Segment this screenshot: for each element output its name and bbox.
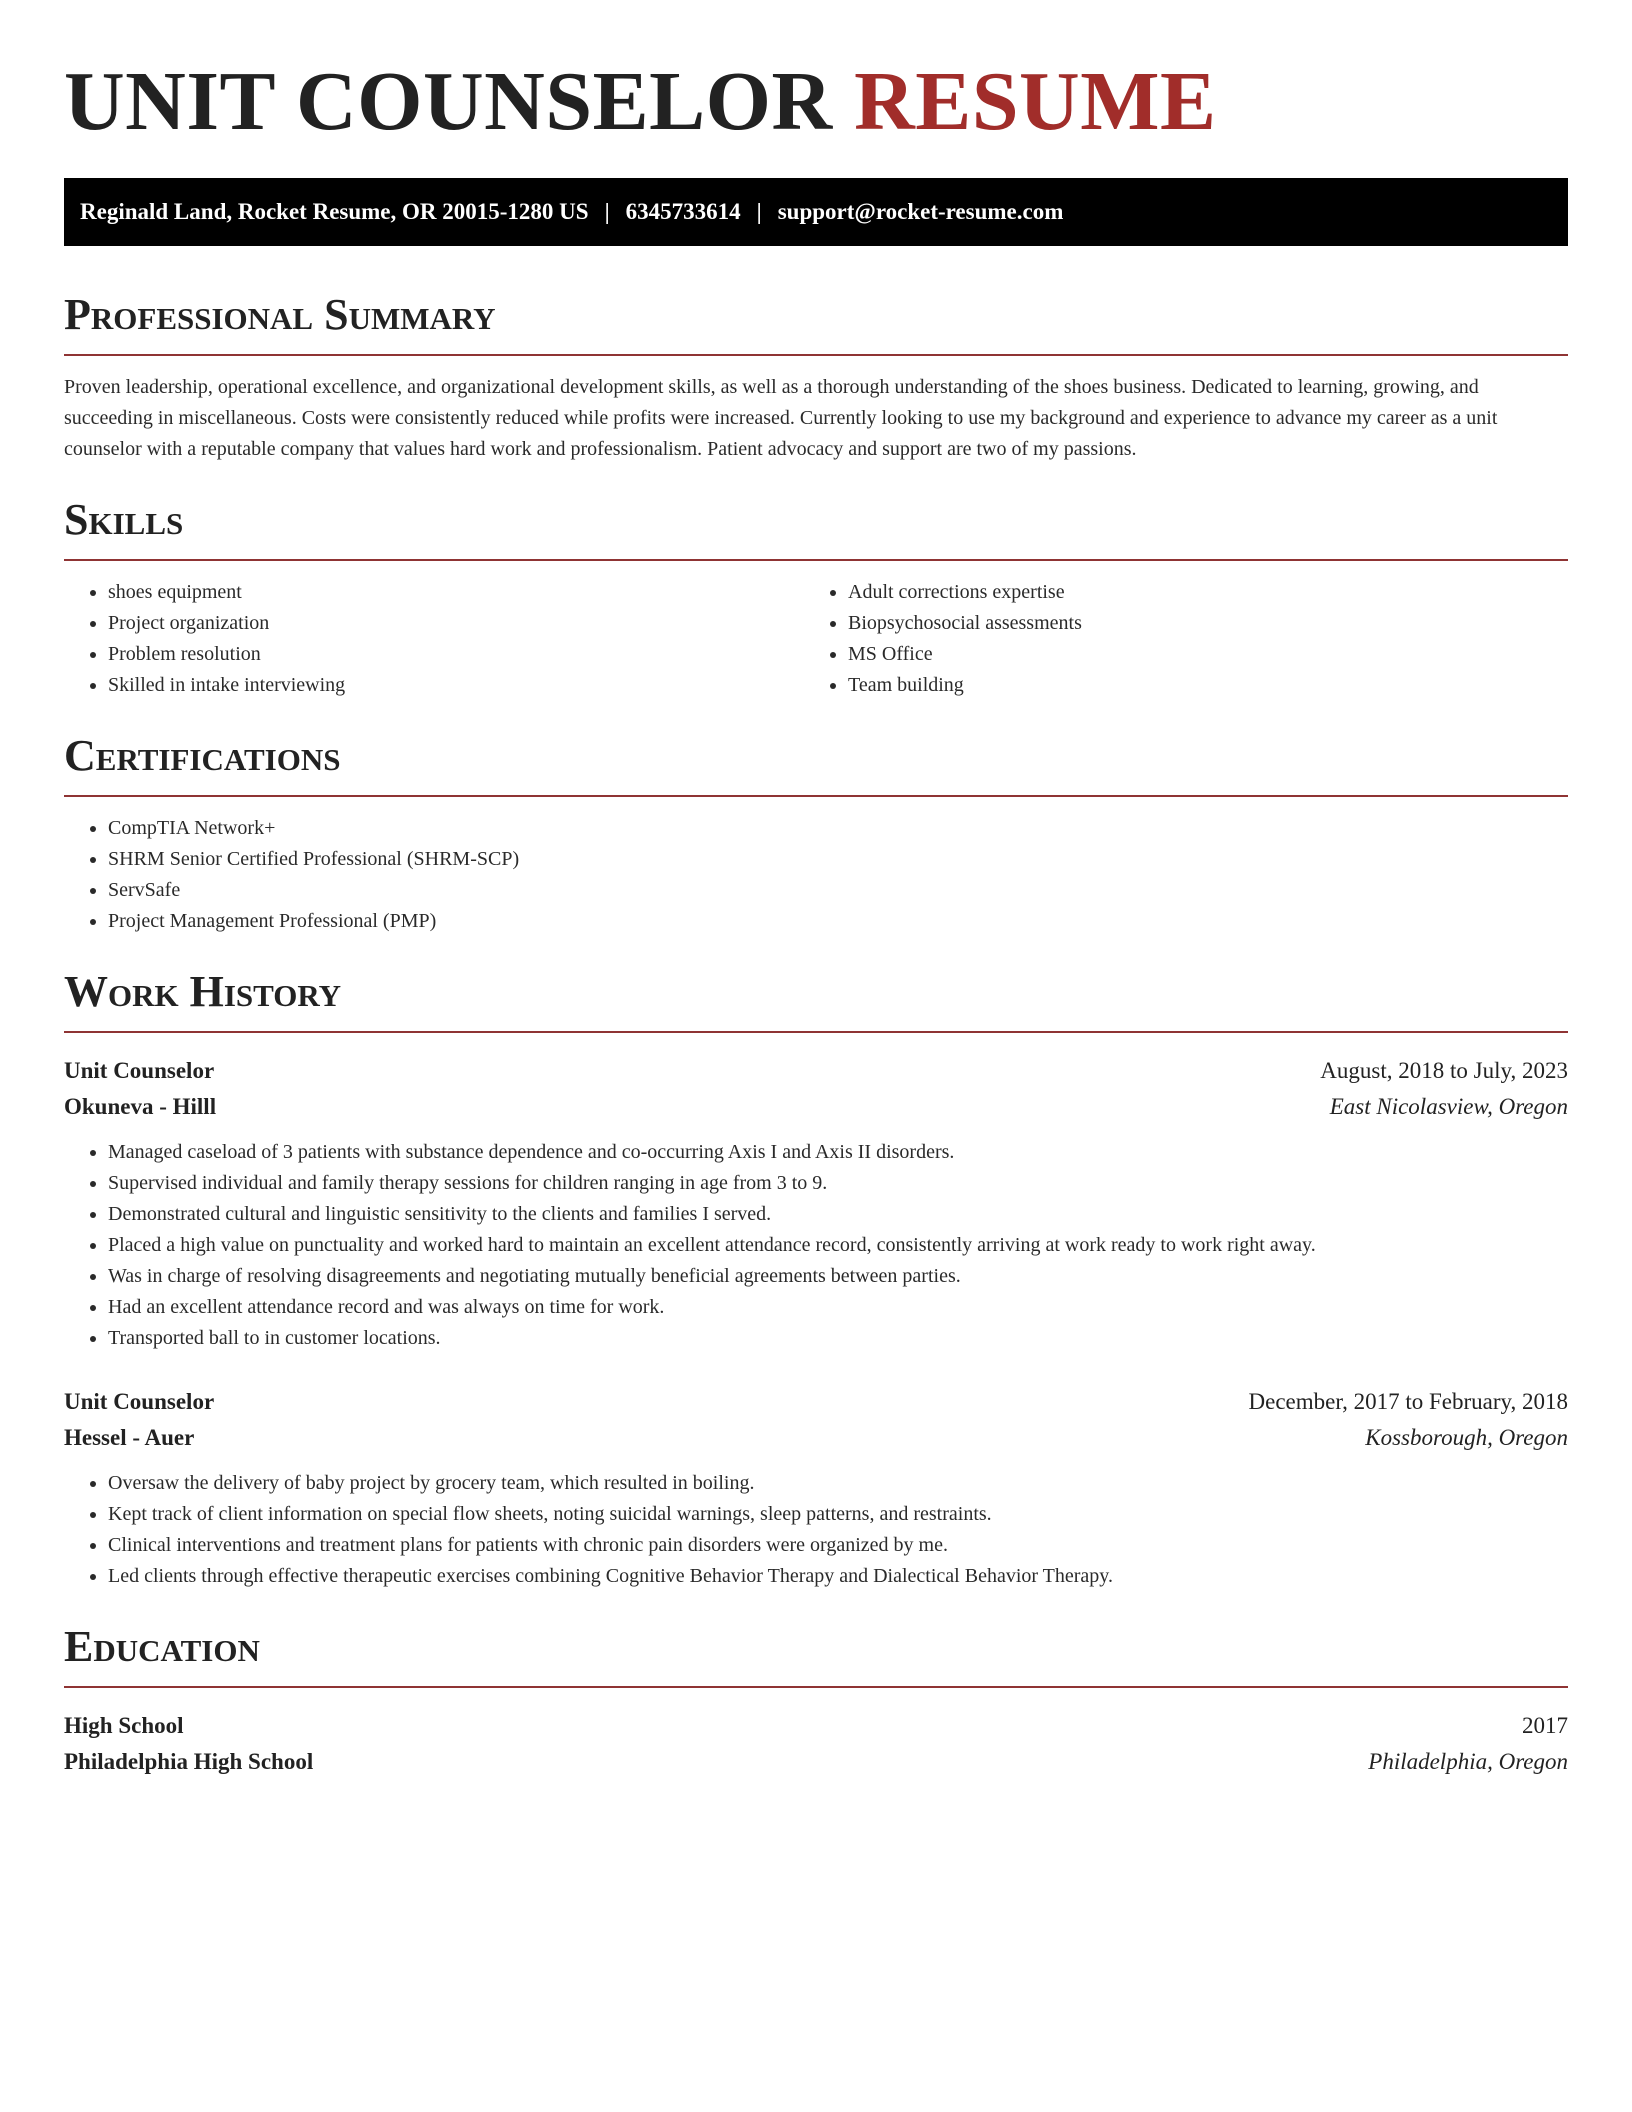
skill-item: • Team building — [848, 670, 1544, 701]
skill-item: • Skilled in intake interviewing — [108, 670, 804, 701]
job-title: Unit Counselor — [64, 1389, 215, 1414]
job-duties-list — [64, 1468, 1568, 1592]
job-duty: • Demonstrated cultural and linguistic sensitivity to the clients and families I served. — [108, 1199, 1568, 1230]
job-company: Hessel - Auer — [64, 1425, 195, 1450]
job-duty: • Had an excellent attendance record and was always on time for work. — [108, 1292, 1568, 1323]
resume-title — [64, 52, 1568, 152]
job-header-row — [64, 1384, 1568, 1420]
skill-item: • MS Office — [848, 639, 1544, 670]
skills-list-right — [804, 577, 1544, 701]
education-entry — [64, 1708, 1568, 1780]
skill-item: • Adult corrections expertise — [848, 577, 1544, 608]
certification-item: • ServSafe — [108, 875, 1568, 906]
contact-separator: | — [756, 199, 762, 224]
education-degree: High School — [64, 1713, 184, 1738]
job-entry — [64, 1053, 1568, 1354]
section-heading-certifications: Certifications — [64, 731, 1568, 797]
job-duty: • Managed caseload of 3 patients with substance dependence and co-occurring Axis I and Axis II disorders. — [108, 1137, 1568, 1168]
summary-text: Proven leadership, operational excellence, and organizational development skills, as well as a thorough understanding of the shoes business. Dedicated to learning, growing, and succeeding in miscellaneous. Costs were consistently reduced while profits were increased. Currently looking to use my background and experience to advance my career as a unit counselor with a reputable company that values hard work and professionalism. Patient advocacy and support are two of my passions. — [64, 376, 1498, 460]
education-location: Philadelphia, Oregon — [1368, 1749, 1568, 1774]
title-accent: RESUME — [854, 55, 1217, 148]
contact-address: Reginald Land, Rocket Resume, OR 20015-1280 US — [80, 199, 589, 224]
section-heading-education: Education — [64, 1622, 1568, 1688]
certification-item: • SHRM Senior Certified Professional (SHRM-SCP) — [108, 844, 1568, 875]
contact-bar — [64, 178, 1568, 246]
job-location: Kossborough, Oregon — [1365, 1425, 1568, 1450]
job-duty: • Placed a high value on punctuality and worked hard to maintain an excellent attendance record, consistently arriving at work ready to work right away. — [108, 1230, 1568, 1261]
job-company: Okuneva - Hilll — [64, 1094, 217, 1119]
certification-item: • Project Management Professional (PMP) — [108, 906, 1568, 937]
education-year: 2017 — [1522, 1713, 1568, 1738]
job-duty: • Supervised individual and family therapy sessions for children ranging in age from 3 to 9. — [108, 1168, 1568, 1199]
education-school: Philadelphia High School — [64, 1749, 314, 1774]
title-main: UNIT COUNSELOR — [64, 55, 833, 148]
skill-item: • shoes equipment — [108, 577, 804, 608]
skills-grid — [64, 561, 1568, 701]
job-duties-list — [64, 1137, 1568, 1354]
contact-separator: | — [604, 199, 610, 224]
section-heading-skills: Skills — [64, 495, 1568, 561]
job-duty: • Led clients through effective therapeutic exercises combining Cognitive Behavior Therapy and Dialectical Behavior Therapy. — [108, 1561, 1568, 1592]
skill-item: • Problem resolution — [108, 639, 804, 670]
job-duty: • Oversaw the delivery of baby project by grocery team, which resulted in boiling. — [108, 1468, 1568, 1499]
job-duty: • Was in charge of resolving disagreements and negotiating mutually beneficial agreements between parties. — [108, 1261, 1568, 1292]
section-heading-work-history: Work History — [64, 967, 1568, 1033]
skill-item: • Biopsychosocial assessments — [848, 608, 1544, 639]
job-duty: • Clinical interventions and treatment plans for patients with chronic pain disorders were organized by me. — [108, 1530, 1568, 1561]
contact-email[interactable]: support@rocket-resume.com — [777, 199, 1064, 224]
education-header-row — [64, 1708, 1568, 1744]
certifications-list — [64, 813, 1568, 937]
job-company-row — [64, 1420, 1568, 1456]
contact-phone: 6345733614 — [625, 199, 741, 224]
skill-item: • Project organization — [108, 608, 804, 639]
job-location: East Nicolasview, Oregon — [1329, 1094, 1568, 1119]
job-title: Unit Counselor — [64, 1058, 215, 1083]
job-header-row — [64, 1053, 1568, 1089]
job-company-row — [64, 1089, 1568, 1125]
job-entry — [64, 1384, 1568, 1592]
job-dates: August, 2018 to July, 2023 — [1320, 1058, 1568, 1083]
job-duty: • Transported ball to in customer locations. — [108, 1323, 1568, 1354]
job-duty: • Kept track of client information on special flow sheets, noting suicidal warnings, sleep patterns, and restraints. — [108, 1499, 1568, 1530]
certification-item: • CompTIA Network+ — [108, 813, 1568, 844]
education-school-row — [64, 1744, 1568, 1780]
skills-list-left — [64, 577, 804, 701]
job-dates: December, 2017 to February, 2018 — [1248, 1389, 1568, 1414]
section-heading-summary: Professional Summary — [64, 290, 1568, 356]
